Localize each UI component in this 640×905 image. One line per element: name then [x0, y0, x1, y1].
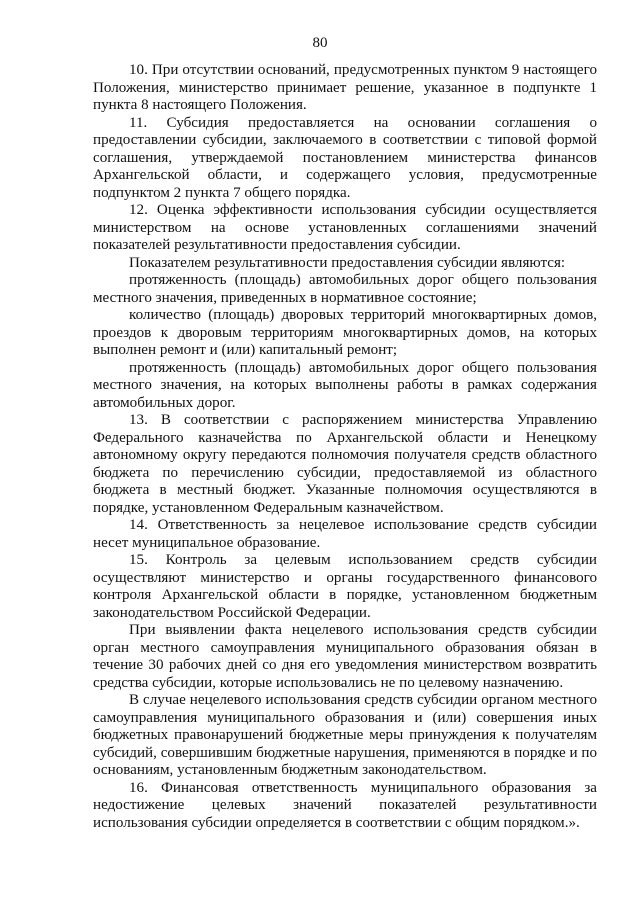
paragraph-16: 16. Финансовая ответственность муниципального образования за недостижение целевых значений показателей результативности использования субсидии определяется в соответствии с общим порядком.».	[93, 779, 597, 831]
enforcement-measures-paragraph: В случае нецелевого использования средств субсидии органом местного самоуправления муниципального образования и (или) совершения иных бюджетных правонарушений бюджетные меры принуждения к получателям субсидий, совершившим бюджетные нарушения, применяются в порядке и по основаниям, установленным бюджетным законодательством.	[93, 692, 597, 778]
document-body	[93, 62, 597, 832]
misuse-refund-paragraph: При выявлении факта нецелевого использования средств субсидии орган местного самоуправления муниципального образования обязан в течение 30 рабочих дней со дня его уведомления министерством возвратить средства субсидии, которые использовались не по целевому назначению.	[93, 622, 597, 691]
paragraph-11: 11. Субсидия предоставляется на основании соглашения о предоставлении субсидии, заключаемого в соответствии с типовой формой соглашения, утверждаемой постановлением министерства финансов Архангельской области, и содержащего условия, предусмотренные подпунктом 2 пункта 7 общего порядка.	[93, 114, 597, 201]
indicator-roads-normative: протяженность (площадь) автомобильных дорог общего пользования местного значения, приведенных в нормативное состояние;	[93, 272, 597, 306]
paragraph-13: 13. В соответствии с распоряжением министерства Управлению Федерального казначейства по Архангельской области и Ненецкому автономному округу передаются полномочия получателя средств областного бюджета по перечислению субсидии, предоставляемой из областного бюджета в местный бюджет. Указанные полномочия осуществляются в порядке, установленном Федеральным казначейством.	[93, 412, 597, 516]
indicator-yards-repair: количество (площадь) дворовых территорий многоквартирных домов, проездов к дворовым территориям многоквартирных домов, на которых выполнен ремонт и (или) капитальный ремонт;	[93, 307, 597, 358]
paragraph-10: 10. При отсутствии оснований, предусмотренных пунктом 9 настоящего Положения, министерство принимает решение, указанное в подпункте 1 пункта 8 настоящего Положения.	[93, 62, 597, 113]
paragraph-15: 15. Контроль за целевым использованием средств субсидии осуществляют министерство и органы государственного финансового контроля Архангельской области в порядке, установленном бюджетным законодательством Российской Федерации.	[93, 552, 597, 621]
indicator-roads-maintenance: протяженность (площадь) автомобильных дорог общего пользования местного значения, на которых выполнены работы в рамках содержания автомобильных дорог.	[93, 359, 597, 411]
indicators-intro: Показателем результативности предоставления субсидии являются:	[129, 254, 566, 271]
page-number: 80	[312, 35, 328, 51]
paragraph-14: 14. Ответственность за нецелевое использование средств субсидии несет муниципальное образование.	[93, 517, 597, 551]
paragraph-12: 12. Оценка эффективности использования субсидии осуществляется министерством на основе установленных соглашениями значений показателей результативности предоставления субсидии.	[93, 202, 597, 253]
